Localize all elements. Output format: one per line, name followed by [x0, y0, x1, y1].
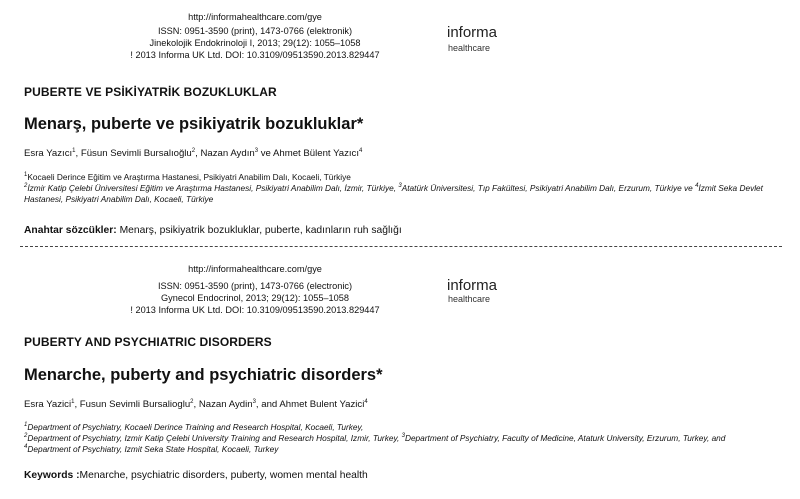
affiliation-sup: 1: [24, 422, 28, 429]
journal-url: http://informahealthcare.com/gye: [188, 264, 322, 274]
affiliation-text: Department of Psychiatry, Faculty of Medicine, Ataturk University, Erzurum, Turkey, and: [404, 432, 726, 443]
affiliation-sup: 3: [401, 433, 405, 440]
journal-url: http://informahealthcare.com/gye: [188, 12, 322, 22]
affiliation-sup: 1: [24, 172, 28, 179]
affiliation-text: İzmir Katip Çelebi Üniversitesi Eğitim ve Araştırma Hastanesi, Psikiyatri Anabilim Dalı, İzmir, Türkiye,: [27, 182, 399, 193]
author-name: Ahmet Bulent Yazici: [279, 399, 365, 410]
publisher-logo: informa: [447, 24, 498, 41]
author-separator: ve: [258, 148, 273, 159]
affiliation-line: [24, 172, 764, 183]
keywords-text: Menarş, psikiyatrik bozukluklar, puberte, kadınların ruh sağlığı: [116, 225, 402, 236]
author-sup: 4: [364, 398, 368, 405]
affiliations: [24, 172, 764, 204]
affiliation-text: Department of Psychiatry, Izmir Katip Çelebi University Training and Research Hospital, Izmir, Turkey,: [27, 432, 402, 443]
author-sup: 1: [72, 147, 76, 154]
author-sup: 4: [359, 147, 363, 154]
keywords-text: Menarche, psychiatric disorders, puberty, women mental health: [79, 470, 368, 481]
author-separator: ,: [74, 399, 80, 410]
affiliation-line: [24, 422, 764, 433]
affiliation-text: Atatürk Üniversitesi, Tıp Fakültesi, Psikiyatri Anabilim Dalı, Erzurum, Türkiye ve: [401, 182, 696, 193]
issn: ISSN: 0951-3590 (print), 1473-0766 (elektronik): [157, 26, 353, 36]
affiliation-text: Department of Psychiatry, Kocaeli Derince Training and Research Hospital, Kocaeli, Turkey,: [27, 422, 364, 432]
affiliation-line: [24, 183, 764, 205]
affiliation-sup: 2: [24, 183, 28, 190]
section-heading: PUBERTE VE PSİKİYATRİK BOZUKLUKLAR: [24, 85, 277, 99]
affiliation-sup: 4: [24, 443, 28, 450]
author-name: Fusun Sevimli Bursalioglu: [79, 399, 191, 410]
journal-citation: Gynecol Endocrinol, 2013; 29(12): 1055–1058: [161, 293, 349, 303]
keywords: [24, 470, 368, 481]
author-sup: 3: [252, 398, 256, 405]
publisher-logo-sub: healthcare: [448, 294, 491, 304]
copyright-doi: ! 2013 Informa UK Ltd. DOI: 10.3109/09513590.2013.829447: [130, 50, 380, 60]
author-sup: 1: [71, 398, 75, 405]
keywords-label: Anahtar sözcükler:: [24, 225, 117, 236]
author-sup: 3: [254, 147, 259, 154]
publisher-logo: informa: [447, 277, 498, 294]
page-divider: [20, 246, 782, 247]
issn: ISSN: 0951-3590 (print), 1473-0766 (electronic): [157, 281, 353, 291]
affiliation-text: İzmit Seka Devlet Hastanesi, Psikiyatri Anabilim Dalı, Kocaeli, Türkiye: [24, 182, 763, 204]
author-sup: 2: [191, 147, 196, 154]
author-name: Esra Yazıcı: [24, 148, 73, 159]
author-name: Esra Yazici: [24, 399, 72, 410]
publisher-logo-sub: healthcare: [448, 43, 491, 53]
author-name: Ahmet Bülent Yazıcı: [272, 148, 360, 159]
section-heading: PUBERTY AND PSYCHIATRIC DISORDERS: [24, 335, 272, 349]
author-name: Nazan Aydin: [198, 399, 253, 410]
author-list: [24, 399, 368, 410]
author-name: Füsun Sevimli Bursalıoğlu: [80, 148, 192, 159]
keywords: [24, 225, 402, 236]
affiliation-text: Kocaeli Derince Eğitim ve Araştırma Hastanesi, Psikiyatri Anabilim Dalı, Kocaeli, Türkiye: [27, 172, 351, 182]
article-title: Menarş, puberte ve psikiyatrik bozukluklar*: [24, 115, 364, 133]
copyright-doi: ! 2013 Informa UK Ltd. DOI: 10.3109/09513590.2013.829447: [130, 305, 380, 315]
author-sup: 2: [190, 398, 194, 405]
author-list: [24, 148, 362, 159]
affiliation-sup: 4: [695, 183, 699, 190]
keywords-label: Keywords :: [24, 470, 80, 481]
affiliation-sup: 3: [398, 183, 402, 190]
journal-citation: Jinekolojik Endokrinoloji I, 2013; 29(12): 1055–1058: [149, 38, 361, 48]
affiliations: [24, 422, 764, 454]
author-separator: ,: [195, 148, 201, 159]
author-separator: ,: [75, 148, 81, 159]
author-separator: , and: [255, 399, 280, 410]
article-title: Menarche, puberty and psychiatric disorders*: [24, 366, 383, 384]
affiliation-sup: 2: [24, 433, 28, 440]
author-separator: ,: [193, 399, 199, 410]
author-name: Nazan Aydın: [200, 148, 255, 159]
affiliation-text: Department of Psychiatry, Izmit Seka State Hospital, Kocaeli, Turkey: [27, 443, 279, 454]
affiliation-line: [24, 433, 764, 455]
